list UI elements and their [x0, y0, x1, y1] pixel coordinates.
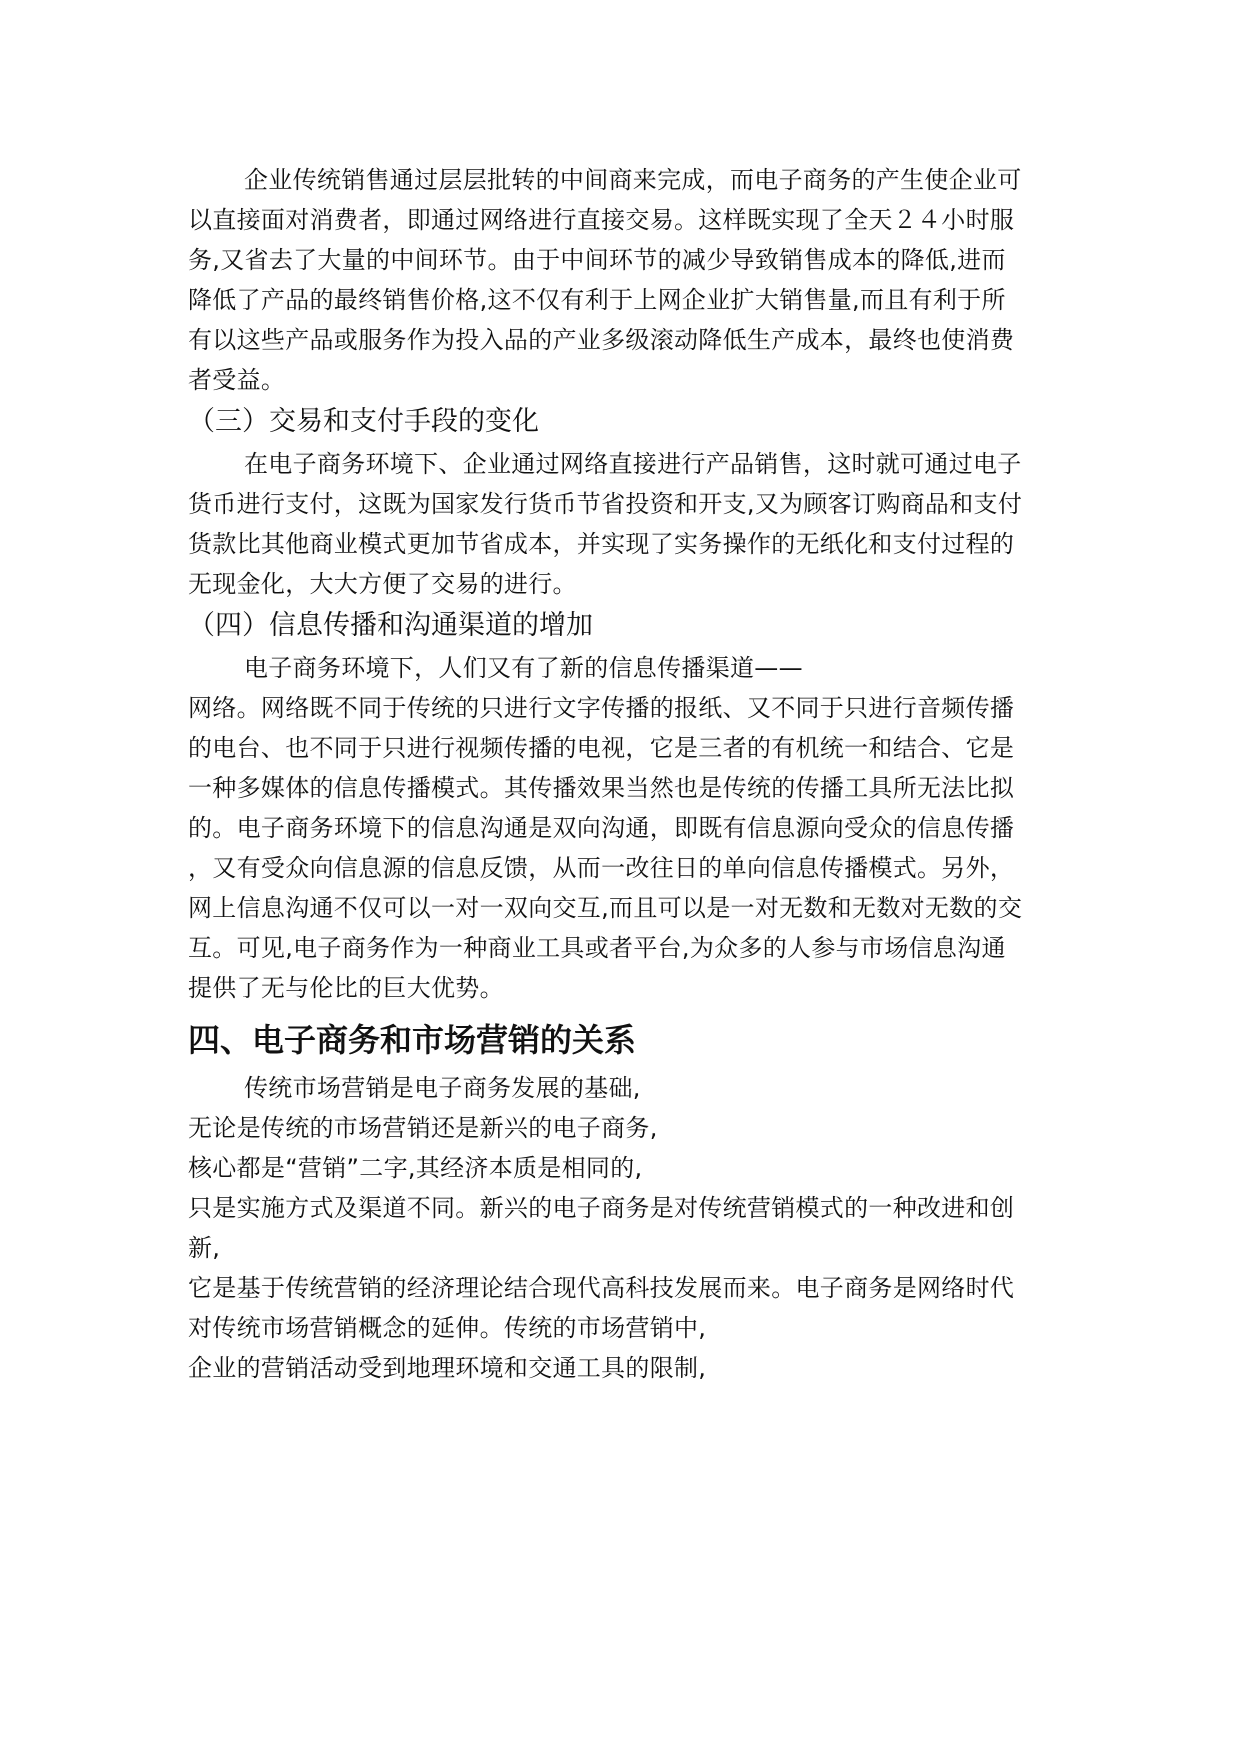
paragraph-line: 的电台、也不同于只进行视频传播的电视，它是三者的有机统一和结合、它是: [188, 734, 1015, 762]
paragraph-line: 企业的营销活动受到地理环境和交通工具的限制,: [188, 1354, 707, 1382]
paragraph-line: 网络。网络既不同于传统的只进行文字传播的报纸、又不同于只进行音频传播: [188, 694, 1015, 722]
paragraph-line: 在电子商务环境下、企业通过网络直接进行产品销售，这时就可通过电子: [244, 450, 1022, 478]
paragraph-line: 它是基于传统营销的经济理论结合现代高科技发展而来。电子商务是网络时代: [188, 1274, 1015, 1302]
section-heading: （三）交易和支付手段的变化: [188, 406, 539, 437]
paragraph-line: 货款比其他商业模式更加节省成本，并实现了实务操作的无纸化和支付过程的: [188, 530, 1015, 558]
paragraph-line: 的。电子商务环境下的信息沟通是双向沟通，即既有信息源向受众的信息传播: [188, 814, 1015, 842]
paragraph-line: 以直接面对消费者，即通过网络进行直接交易。这样既实现了全天２４小时服: [188, 206, 1015, 234]
paragraph-line: 只是实施方式及渠道不同。新兴的电子商务是对传统营销模式的一种改进和创: [188, 1194, 1015, 1222]
chapter-heading: 四、电子商务和市场营销的关系: [188, 1021, 637, 1059]
paragraph-line: 有以这些产品或服务作为投入品的产业多级滚动降低生产成本，最终也使消费: [188, 326, 1015, 354]
paragraph-line: 互。可见,电子商务作为一种商业工具或者平台,为众多的人参与市场信息沟通: [188, 934, 1006, 962]
paragraph-line: 无论是传统的市场营销还是新兴的电子商务,: [188, 1114, 658, 1142]
paragraph-line: 传统市场营销是电子商务发展的基础,: [244, 1074, 641, 1102]
paragraph-line: 核心都是“营销”二字,其经济本质是相同的,: [188, 1154, 643, 1182]
paragraph-line: 电子商务环境下，人们又有了新的信息传播渠道——: [244, 654, 803, 682]
paragraph-line: 对传统市场营销概念的延伸。传统的市场营销中,: [188, 1314, 707, 1342]
section-heading: （四）信息传播和沟通渠道的增加: [188, 610, 593, 641]
paragraph-line: 企业传统销售通过层层批转的中间商来完成，而电子商务的产生使企业可: [244, 166, 1022, 194]
paragraph-line: 网上信息沟通不仅可以一对一双向交互,而且可以是一对无数和无数对无数的交: [188, 894, 1023, 922]
paragraph-line: 一种多媒体的信息传播模式。其传播效果当然也是传统的传播工具所无法比拟: [188, 774, 1015, 802]
paragraph-line: 货币进行支付，这既为国家发行货币节省投资和开支,又为顾客订购商品和支付: [188, 490, 1023, 518]
paragraph-line: 降低了产品的最终销售价格,这不仅有利于上网企业扩大销售量,而且有利于所: [188, 286, 1006, 314]
document-body: [188, 160, 1053, 1388]
paragraph-line: 务,又省去了大量的中间环节。由于中间环节的减少导致销售成本的降低,进而: [188, 246, 1006, 274]
paragraph-line: 者受益。: [188, 366, 286, 394]
paragraph-line: 无现金化，大大方便了交易的进行。: [188, 570, 577, 598]
paragraph-line: ，又有受众向信息源的信息反馈，从而一改往日的单向信息传播模式。另外，: [188, 854, 1015, 882]
paragraph-line: 提供了无与伦比的巨大优势。: [188, 974, 504, 1002]
paragraph-line: 新,: [188, 1234, 221, 1262]
